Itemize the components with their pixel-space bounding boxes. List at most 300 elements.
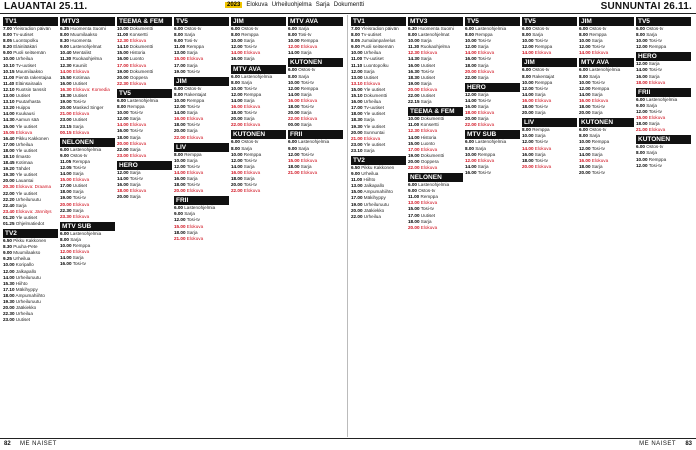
program-time: 21.00 xyxy=(351,135,363,141)
program-title: Lauantai xyxy=(15,178,34,184)
program-time: 17.00 xyxy=(3,141,15,147)
program-title: Tosi-tv xyxy=(477,97,491,103)
program-title: Sarja xyxy=(589,73,600,79)
program-time: 19.20 xyxy=(3,166,15,172)
program-time: 8.00 xyxy=(231,32,240,38)
program-listing xyxy=(117,81,172,87)
program-title: Ruokaohjelma xyxy=(420,44,450,50)
program-time: 20.00 xyxy=(579,169,591,175)
program-title: Ostos-tv xyxy=(184,26,202,31)
program-title: Remppa xyxy=(184,151,202,157)
program-time: 12.00 xyxy=(522,44,534,50)
program-title: Sarja xyxy=(363,147,375,153)
program-title: Sarja xyxy=(477,91,489,97)
program-time: 12.10 xyxy=(3,86,15,92)
program-title: Elokuva xyxy=(129,152,147,158)
program-time: 9.00 xyxy=(3,50,12,56)
program-time: 13.00 xyxy=(351,183,363,189)
program-title: Tosi-tv xyxy=(186,68,200,74)
program-title: Jääkiekko xyxy=(363,207,385,213)
program-title: Jalkapallo xyxy=(363,183,385,189)
page-spine-divider xyxy=(347,15,348,437)
channel-heading: HERO xyxy=(117,161,172,170)
program-title: Dokumentti xyxy=(129,68,154,74)
program-title: Luontopolku xyxy=(363,62,389,68)
program-title: Koripallo xyxy=(15,262,34,268)
program-time: 12.00 xyxy=(351,68,363,74)
program-time: 16.00 xyxy=(231,169,243,175)
program-title: Tosi-tv xyxy=(129,128,143,134)
program-title: Elokuva xyxy=(648,127,666,133)
program-title: Puutarhasta xyxy=(15,99,41,105)
program-title: Elokuva xyxy=(72,68,90,74)
program-title: Ostos-tv xyxy=(532,67,550,73)
program-time: 18.00 xyxy=(636,121,648,127)
program-title: Tv-uutiset xyxy=(13,32,34,38)
program-title: Sarja xyxy=(243,38,255,44)
program-time: 8.00 xyxy=(522,127,531,133)
program-title: Tosi-tv xyxy=(243,157,257,163)
program-listing xyxy=(351,148,406,154)
program-title: Remppa xyxy=(300,38,319,44)
program-title: Lastenohjelmia xyxy=(646,96,678,102)
program-time: 6.00 xyxy=(174,205,183,211)
program-time: 22.15 xyxy=(408,99,420,105)
program-title: Kotimaa xyxy=(72,74,90,80)
program-time: 17.00 xyxy=(408,212,420,218)
program-time: 18.00 xyxy=(579,104,591,110)
program-title: Remppa xyxy=(591,85,610,91)
program-time: 15.00 xyxy=(636,115,648,121)
program-time: 12.00 xyxy=(465,44,477,50)
program-time: 19.00 xyxy=(408,80,420,86)
program-time: 8.00 xyxy=(231,145,240,151)
program-time: 6.00 xyxy=(174,26,183,31)
program-title: Pientä rakentajaa xyxy=(15,74,52,80)
program-time: 6.00 xyxy=(60,146,69,152)
program-title: Remppa xyxy=(300,85,319,91)
program-time: 22.30 xyxy=(3,311,15,317)
program-time: 19.00 xyxy=(60,99,72,105)
program-time: 9.00 xyxy=(351,44,360,50)
program-title: Pikku Kakkonen xyxy=(361,164,395,170)
program-time: 11.00 xyxy=(117,32,129,38)
program-title: Huomenta Suomi xyxy=(70,26,106,31)
program-title: Lastenohjelmia xyxy=(589,67,621,73)
program-time: 12.00 xyxy=(174,163,186,169)
program-time: 6.00 xyxy=(522,26,531,31)
program-title: Rakentajat xyxy=(532,73,555,79)
program-time: 14.00 xyxy=(231,50,243,56)
program-title: Yle uutiset xyxy=(15,214,38,220)
program-time: 8.00 xyxy=(579,133,588,139)
program-title: Sarja xyxy=(300,163,312,169)
program-time: 16.30 xyxy=(408,68,420,74)
program-title: Muumilaakso xyxy=(70,32,98,38)
program-time: 14.00 xyxy=(288,50,300,56)
program-title: Tosi-tv xyxy=(243,85,257,91)
program-title: Tosi-tv xyxy=(591,145,605,151)
program-listing xyxy=(636,44,691,50)
program-time: 11.00 xyxy=(174,44,186,50)
channel-heading: JIM xyxy=(579,17,634,26)
program-time: 14.00 xyxy=(522,91,534,97)
program-title: Ostos-tv xyxy=(241,139,259,145)
program-time: 15.00 xyxy=(351,86,363,92)
program-time: 10.00 xyxy=(3,262,15,268)
program-time: 10.00 xyxy=(174,97,186,103)
program-time: 20.00 xyxy=(117,74,129,80)
program-time: 22.00 xyxy=(408,93,420,99)
program-title: Sarja xyxy=(243,163,255,169)
program-title: Sarja xyxy=(243,175,255,181)
program-time: 16.40 xyxy=(3,135,15,141)
program-time: 17.00 xyxy=(351,105,363,111)
program-time: 6.00 xyxy=(60,230,69,236)
program-title: Tosi-tv xyxy=(186,104,200,110)
program-time: 12.00 xyxy=(636,162,648,168)
program-title: Elokuva xyxy=(534,145,552,151)
channel-heading: LIV xyxy=(522,118,577,127)
program-title: Sarja xyxy=(186,157,198,163)
program-title: Lastenohjelmat xyxy=(418,32,450,38)
program-listing xyxy=(174,69,229,75)
program-title: Tv-uutiset xyxy=(363,105,384,111)
program-time: 10.00 xyxy=(408,38,420,44)
program-time: 18.00 xyxy=(174,122,186,128)
program-time: 14.00 xyxy=(231,163,243,169)
program-title: Sarja xyxy=(591,163,603,169)
program-time: 6.50 xyxy=(3,238,12,244)
program-title: Tosi-tv xyxy=(420,68,434,74)
program-title: Sarja xyxy=(420,99,432,105)
program-title: Elokuva xyxy=(72,129,90,135)
program-title: Sarja xyxy=(534,151,546,157)
program-title: Lastenohjelmia xyxy=(70,146,102,152)
program-title: Elokuva xyxy=(129,122,147,128)
program-time: 6.00 xyxy=(174,85,183,91)
channel-heading: MTV SUB xyxy=(60,222,115,231)
program-title: Sarja xyxy=(646,102,657,108)
program-time: 16.30 xyxy=(60,86,72,92)
program-title: Sarja xyxy=(243,116,255,122)
program-time: 14.00 xyxy=(579,91,591,97)
program-time: 10.00 xyxy=(522,79,534,85)
program-title: Remppa xyxy=(534,44,553,50)
program-time: 21.00 xyxy=(636,127,648,133)
program-time: 14.00 xyxy=(3,111,15,117)
program-time: 12.00 xyxy=(117,169,129,175)
program-title: Tosi-tv xyxy=(648,162,662,168)
program-time: 6.50 xyxy=(351,164,360,170)
program-time: 7.00 xyxy=(351,26,360,31)
program-listing xyxy=(408,225,463,231)
program-time: 10.00 xyxy=(522,38,534,44)
program-time: 22.00 xyxy=(408,164,420,170)
program-time: 10.00 xyxy=(231,38,243,44)
program-listing xyxy=(231,188,286,194)
program-title: Elokuva xyxy=(243,188,261,194)
program-title: Lastenohjelmia xyxy=(475,26,507,31)
program-time: 12.30 xyxy=(408,50,420,56)
program-title: Kauniit xyxy=(72,62,87,68)
program-time: 10.40 xyxy=(60,50,72,56)
program-time: 6.00 xyxy=(231,26,240,31)
program-time: 14.00 xyxy=(522,50,534,56)
program-time: 14.00 xyxy=(60,171,72,177)
program-title: Tosi-tv xyxy=(591,79,605,85)
listing-column xyxy=(60,15,115,437)
program-time: 23.30 xyxy=(60,213,72,219)
program-time: 14.30 xyxy=(408,56,420,62)
program-time: 9.25 xyxy=(3,256,12,262)
program-time: 13.00 xyxy=(3,93,15,99)
program-title: Tosi-tv xyxy=(186,122,200,128)
program-title: Tosi-tv xyxy=(243,110,257,116)
program-title: Sarja xyxy=(298,73,309,79)
program-title: Sarja xyxy=(648,61,660,67)
program-title: Elokuva xyxy=(243,169,261,175)
program-time: 20.00 xyxy=(231,182,243,188)
program-title: Remppa xyxy=(589,32,607,38)
program-title: Yle uutiset xyxy=(15,123,38,129)
program-title: Elokuva xyxy=(129,188,147,194)
program-title: Urheilua xyxy=(363,50,381,56)
program-time: 6.00 xyxy=(636,96,645,102)
program-time: 19.00 xyxy=(174,68,186,74)
program-time: 18.30 xyxy=(408,74,420,80)
program-time: 8.00 xyxy=(174,151,183,157)
program-title: Tosi-tv xyxy=(534,157,548,163)
program-time: 12.30 xyxy=(60,62,72,68)
left-page-listings xyxy=(3,15,345,437)
listing-column xyxy=(117,15,172,437)
right-page-day-title: SUNNUNTAI 26.11. xyxy=(600,1,692,12)
channel-heading: NELONEN xyxy=(408,173,463,182)
channel-heading: KUTONEN xyxy=(231,130,286,139)
program-time: 13.10 xyxy=(3,99,15,105)
program-time: 6.00 xyxy=(117,97,126,103)
program-title: Sarja xyxy=(648,121,660,127)
program-time: 8.00 xyxy=(288,32,297,38)
program-time: 10.00 xyxy=(117,110,129,116)
program-title: Elokuva xyxy=(186,235,204,241)
listing-column xyxy=(351,15,406,437)
program-time: 16.00 xyxy=(579,157,591,163)
program-title: Tosi-tv xyxy=(300,104,314,110)
program-listing xyxy=(465,75,520,81)
program-time: 01.25 xyxy=(3,221,15,226)
program-time: 8.00 xyxy=(117,104,126,110)
program-title: Lastenohjelmat xyxy=(70,44,102,50)
program-time: 9.00 xyxy=(408,188,417,194)
program-time: 20.00 xyxy=(351,129,363,135)
program-time: 8.00 xyxy=(174,32,183,38)
program-title: Ostos-tv xyxy=(418,188,436,194)
program-listing xyxy=(231,56,286,62)
program-title: Uutiset xyxy=(363,74,379,80)
program-listing xyxy=(60,261,115,267)
program-title: Elokuva xyxy=(129,38,147,44)
program-title: Ostos-tv xyxy=(589,26,607,31)
program-time: 16.00 xyxy=(465,56,477,62)
program-title: Elokuva xyxy=(477,110,495,116)
program-title: Sarja xyxy=(420,80,432,86)
program-time: 15.10 xyxy=(351,93,363,99)
program-title: Sarja xyxy=(591,38,603,44)
program-title: Elokuva xyxy=(420,128,438,134)
program-title: Jumalanpalvelus xyxy=(361,38,396,44)
program-title: Yle uutiset xyxy=(363,123,386,129)
program-time: 18.00 xyxy=(465,62,477,68)
channel-heading: NELONEN xyxy=(60,138,115,147)
channel-heading: MTV3 xyxy=(408,17,463,26)
program-time: 22.00 xyxy=(288,116,300,122)
program-time: 16.00 xyxy=(60,261,72,267)
program-time: 9.00 xyxy=(60,152,69,158)
program-title: Urheilua xyxy=(363,213,381,219)
program-time: 16.00 xyxy=(60,80,72,86)
program-time: 20.00 xyxy=(60,105,72,111)
program-time: 11.00 xyxy=(351,56,363,62)
program-time: 19.00 xyxy=(351,201,363,207)
program-time: 20.00 xyxy=(522,110,534,116)
program-title: Jääkiekko xyxy=(15,305,37,311)
program-title: Urheiluruutu xyxy=(15,196,41,202)
channel-heading: JIM xyxy=(174,77,229,86)
program-listing xyxy=(3,317,58,323)
program-time: 15.00 xyxy=(3,123,15,129)
program-time: 22.00 xyxy=(351,213,363,219)
program-title: Urheiluruutu xyxy=(15,299,41,305)
program-title: Elokuva xyxy=(477,122,495,128)
program-time: 8.00 xyxy=(636,150,645,156)
program-title: Sarja xyxy=(70,236,81,242)
program-title: Ohjelmatiedot xyxy=(15,221,45,226)
program-title: Muumilaakso xyxy=(13,250,41,256)
program-title: Elokuva xyxy=(243,50,261,56)
program-time: 19.30 xyxy=(351,123,363,129)
program-title: Yle uutiset xyxy=(15,172,38,178)
channel-heading: MTV3 xyxy=(60,17,115,26)
program-title: Mäkihyppy xyxy=(363,195,386,201)
program-time: 13.00 xyxy=(408,200,420,206)
listing-column xyxy=(408,15,463,437)
program-time: 11.40 xyxy=(3,80,15,86)
listing-column xyxy=(3,15,58,437)
program-title: Sarja xyxy=(300,50,312,56)
program-title: Hiihto xyxy=(363,177,376,183)
program-title: Uutiset xyxy=(72,93,88,99)
program-time: 20.00 xyxy=(3,305,15,311)
program-title: Elokuva xyxy=(186,134,204,140)
program-time: 12.00 xyxy=(522,85,534,91)
program-title: Elokuva xyxy=(420,224,438,230)
program-time: 20.00 xyxy=(231,116,243,122)
program-title: Sarja xyxy=(300,91,312,97)
program-title: Tosi-tv xyxy=(534,38,548,44)
program-time: 6.00 xyxy=(636,144,645,150)
program-time: 18.00 xyxy=(408,218,420,224)
program-title: Yle uutiset xyxy=(15,147,38,153)
program-title: Remppa xyxy=(648,44,667,50)
program-title: Sarja xyxy=(15,202,27,208)
program-time: 12.00 xyxy=(231,157,243,163)
program-time: 15.00 xyxy=(174,56,186,62)
program-title: Luonto xyxy=(420,140,435,146)
program-time: 21.00 xyxy=(60,111,72,117)
program-listing xyxy=(288,50,343,56)
program-time: 10.00 xyxy=(579,38,591,44)
program-title: Uutiset xyxy=(72,117,88,123)
program-time: 11.00 xyxy=(408,122,420,128)
program-time: 20.30 xyxy=(3,184,15,190)
program-time: 8.00 xyxy=(408,32,417,38)
program-time: 6.00 xyxy=(465,139,474,145)
program-title: Elokuva xyxy=(534,50,552,56)
program-time: 16.00 xyxy=(174,116,186,122)
program-time: 12.00 xyxy=(60,249,72,255)
program-title: Elokuva: Komedia xyxy=(72,86,110,92)
program-title: Sarja xyxy=(129,194,141,200)
program-time: 11.10 xyxy=(351,62,363,68)
genre-legend xyxy=(225,2,364,8)
program-time: 21.00 xyxy=(174,235,186,241)
program-time: 15.00 xyxy=(351,189,363,195)
program-time: 15.00 xyxy=(408,206,420,212)
program-time: 12.00 xyxy=(231,91,243,97)
program-time: 10.15 xyxy=(3,68,15,74)
program-title: Aamun sää xyxy=(15,117,39,123)
program-time: 23.00 xyxy=(351,141,363,147)
program-title: Sarja xyxy=(129,134,141,140)
program-time: 14.00 xyxy=(522,145,534,151)
program-time: 12.00 xyxy=(636,44,648,50)
program-title: Lastenohjelmia xyxy=(184,205,216,211)
program-time: 8.00 xyxy=(3,32,12,38)
program-title: Sarja xyxy=(184,32,195,38)
channel-heading: TV5 xyxy=(465,17,520,26)
program-title: Sarja xyxy=(186,50,198,56)
program-time: 11.30 xyxy=(60,56,72,62)
program-title: Remppa xyxy=(477,151,496,157)
program-time: 12.05 xyxy=(60,164,72,170)
right-page-number: 83 xyxy=(685,441,692,447)
listing-column xyxy=(465,15,520,437)
program-time: 10.00 xyxy=(579,139,591,145)
program-time: 6.00 xyxy=(579,127,588,133)
program-title: Remppa xyxy=(243,91,262,97)
program-title: Rakentajat xyxy=(184,91,207,97)
program-listing xyxy=(408,99,463,105)
program-title: Tosi-tv xyxy=(186,163,200,169)
legend-item: Dokumentti xyxy=(333,2,365,8)
program-title: Historia xyxy=(129,50,146,56)
program-time: 12.00 xyxy=(579,85,591,91)
program-time: 18.00 xyxy=(60,189,72,195)
program-time: 18.00 xyxy=(3,147,15,153)
program-title: Elokuva xyxy=(300,116,318,122)
program-title: Elokuva xyxy=(72,201,90,207)
program-time: 16.00 xyxy=(579,97,591,103)
program-title: Elokuva xyxy=(420,50,438,56)
program-time: 14.00 xyxy=(3,274,15,280)
channel-heading: MTV AVA xyxy=(579,58,634,67)
program-time: 6.00 xyxy=(231,139,240,145)
program-title: Kuukausi xyxy=(15,111,35,117)
program-listing xyxy=(174,236,229,242)
program-time: 9.00 xyxy=(174,38,183,44)
